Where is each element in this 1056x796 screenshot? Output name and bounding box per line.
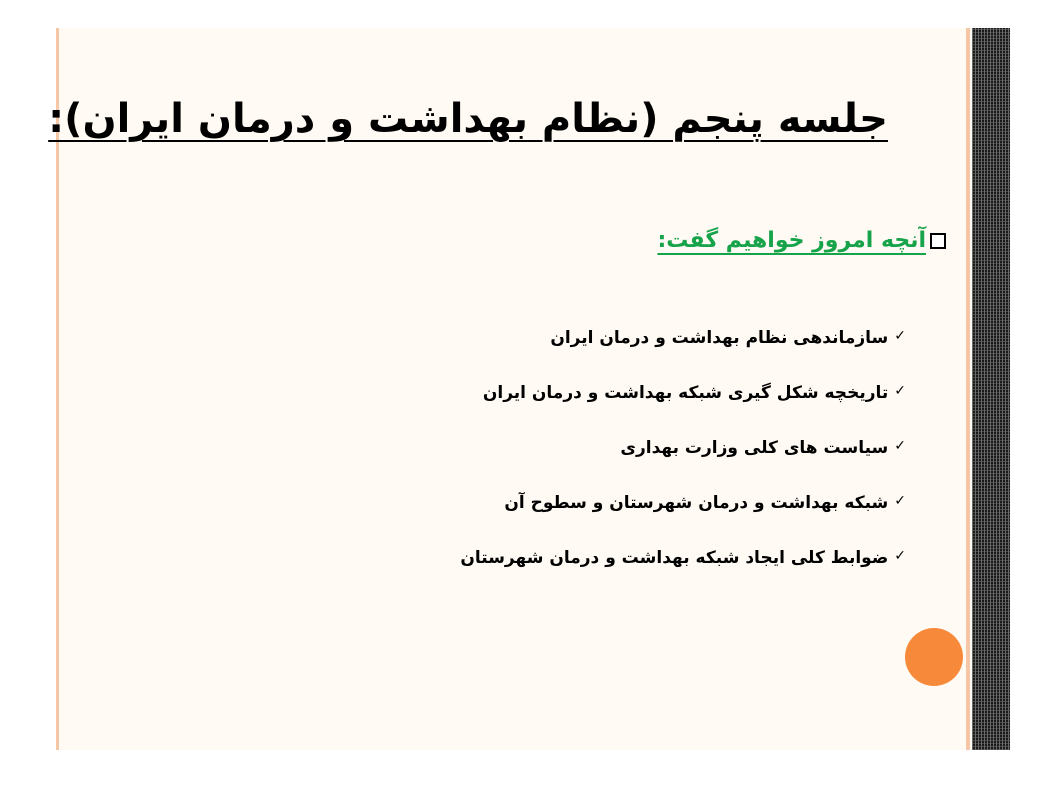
check-icon: ✓	[894, 493, 906, 509]
checkbox-square-icon	[930, 233, 946, 249]
decorative-orange-circle	[905, 628, 963, 686]
list-item	[460, 383, 906, 438]
list-item-text: شبکه بهداشت و درمان شهرستان و سطوح آن	[504, 493, 889, 513]
right-border-rule	[966, 28, 970, 750]
list-item-text: سازماندهی نظام بهداشت و درمان ایران	[550, 328, 889, 348]
decorative-side-stripe	[972, 28, 1010, 750]
slide-title: جلسه پنجم (نظام بهداشت و درمان ایران):	[48, 96, 888, 142]
check-icon: ✓	[894, 328, 906, 344]
list-item-text: سیاست های کلی وزارت بهداری	[620, 438, 889, 458]
list-item	[460, 493, 906, 548]
section-heading	[657, 228, 946, 253]
list-item	[460, 438, 906, 493]
topic-list	[460, 328, 906, 603]
section-heading-label: آنچه امروز خواهیم گفت:	[657, 228, 926, 253]
check-icon: ✓	[894, 383, 906, 399]
check-icon: ✓	[894, 438, 906, 454]
list-item-text: ضوابط کلی ایجاد شبکه بهداشت و درمان شهرستان	[460, 548, 889, 568]
list-item	[460, 548, 906, 603]
list-item-text: تاریخچه شکل گیری شبکه بهداشت و درمان ایران	[482, 383, 889, 403]
list-item	[460, 328, 906, 383]
check-icon: ✓	[894, 548, 906, 564]
